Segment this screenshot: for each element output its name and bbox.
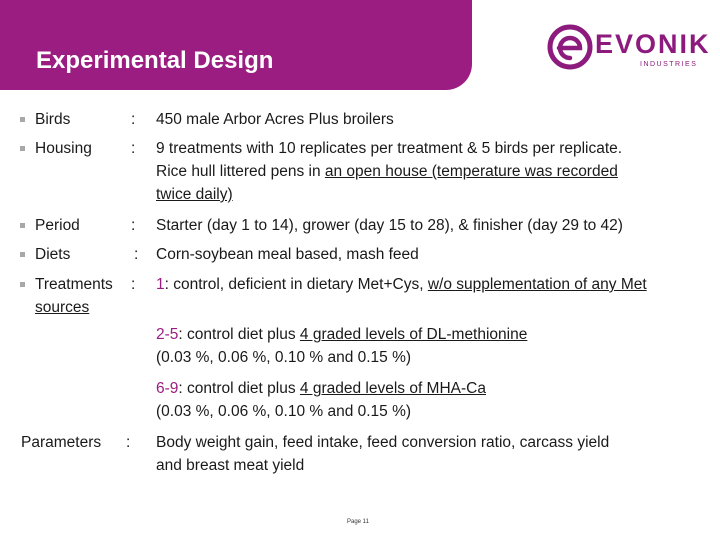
row-value: Corn-soybean meal based, mash feed (156, 246, 419, 263)
row-colon: : (126, 434, 131, 451)
row-label: Diets (35, 246, 71, 263)
treatment-2-text: : control diet plus (178, 326, 300, 343)
bullet-icon (20, 282, 25, 287)
row-treatments (0, 273, 720, 423)
treatment-1-underlined: w/o supplementation of any Met (427, 276, 647, 293)
bullet-icon (20, 117, 25, 122)
treatment-1-number: 1 (156, 276, 165, 293)
row-housing (0, 137, 720, 207)
housing-line-2 (156, 160, 622, 183)
title-bar (0, 0, 472, 90)
treatment-1 (156, 273, 647, 296)
row-colon: : (131, 276, 136, 293)
treatment-1-text: : control, deficient in dietary Met+Cys, (164, 276, 428, 293)
bullet-icon (20, 223, 25, 228)
logo-subtitle: INDUSTRIES (640, 61, 698, 68)
housing-underlined: an open house (temperature was recorded (324, 163, 618, 180)
row-value (156, 137, 622, 206)
row-label: Parameters (21, 434, 102, 451)
parameters-line-2: and breast meat yield (156, 457, 305, 474)
housing-line-3: twice daily) (156, 186, 233, 203)
housing-line-1: 9 treatments with 10 replicates per treatment & 5 birds per replicate. (156, 140, 623, 157)
row-label: Treatments (35, 276, 113, 293)
row-label: Housing (35, 140, 92, 157)
treatment-3-text: : control diet plus (178, 380, 300, 397)
treatment-3 (156, 377, 486, 423)
page-number: Page 11 (347, 519, 369, 525)
row-colon: : (131, 111, 136, 128)
row-colon: : (131, 140, 136, 157)
row-label: Birds (35, 111, 71, 128)
treatment-2 (156, 323, 527, 369)
row-colon: : (131, 217, 136, 234)
row-value (156, 431, 609, 477)
treatment-2-number: 2-5 (156, 326, 179, 343)
housing-text: Rice hull littered pens in (156, 163, 325, 180)
evonik-e-icon (547, 24, 593, 70)
bullet-icon (20, 252, 25, 257)
parameters-line-1: Body weight gain, feed intake, feed conversion ratio, carcass yield (156, 434, 610, 451)
logo-wordmark: EVONIK (595, 29, 711, 59)
treatment-2-underlined: 4 graded levels of DL-methionine (299, 326, 528, 343)
page-title: Experimental Design (36, 47, 274, 74)
row-label: Period (35, 217, 80, 234)
row-colon: : (134, 246, 139, 263)
treatment-3-levels: (0.03 %, 0.06 %, 0.10 % and 0.15 %) (156, 403, 412, 420)
evonik-logo (547, 24, 711, 72)
row-value: Starter (day 1 to 14), grower (day 15 to 28), & finisher (day 29 to 42) (156, 217, 623, 234)
row-value: 450 male Arbor Acres Plus broilers (156, 111, 394, 128)
treatment-3-number: 6-9 (156, 380, 179, 397)
treatment-2-levels: (0.03 %, 0.06 %, 0.10 % and 0.15 %) (156, 349, 412, 366)
row-parameters (0, 431, 720, 479)
treatment-3-underlined: 4 graded levels of MHA-Ca (299, 380, 486, 397)
row-label-line-2: sources (35, 299, 90, 316)
bullet-icon (20, 146, 25, 151)
